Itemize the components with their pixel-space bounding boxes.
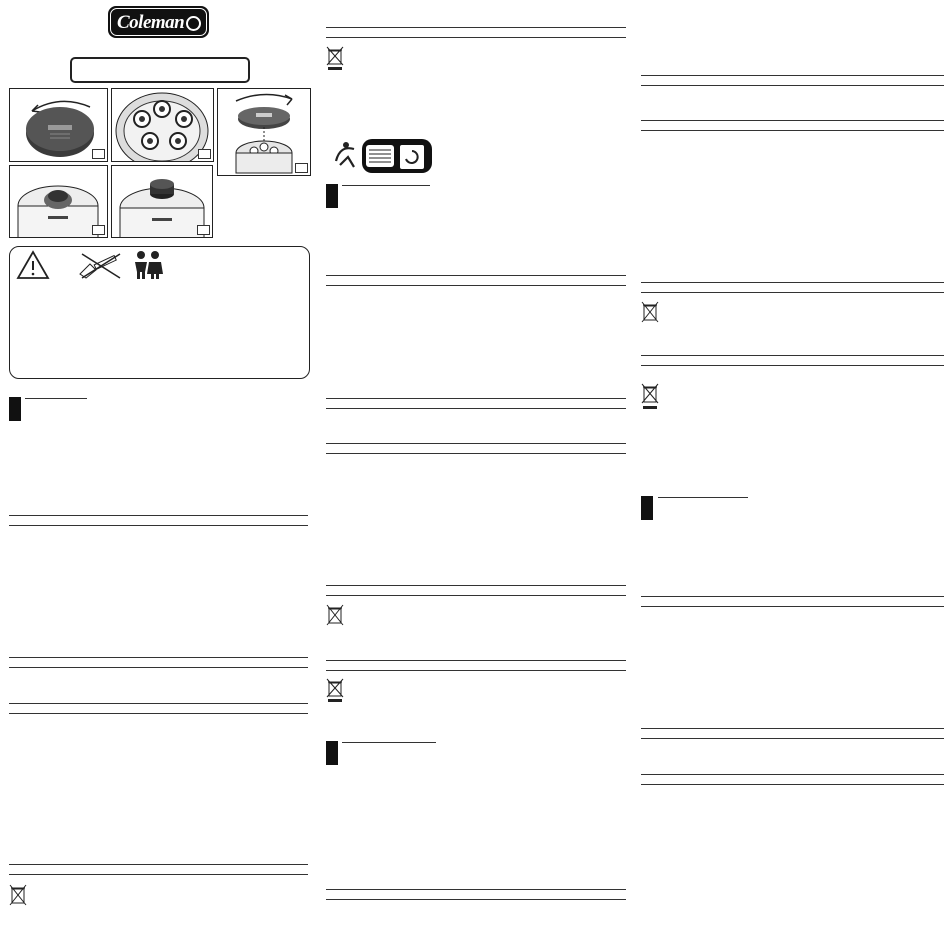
rule [641, 596, 944, 597]
rule [9, 874, 308, 875]
crossed-out-bin-icon [326, 677, 344, 703]
rule [326, 275, 626, 276]
crossed-out-bin-icon [9, 883, 27, 907]
section-marker [641, 496, 653, 520]
brand-logo [108, 6, 209, 38]
crossed-out-bin-icon [326, 603, 344, 627]
figure-number-box [92, 149, 105, 159]
crossed-out-bin-icon [326, 45, 344, 71]
rule [9, 703, 308, 704]
rule [641, 728, 944, 729]
children-icon [133, 250, 163, 280]
rule [326, 37, 626, 38]
crossed-out-bin-icon [641, 300, 659, 324]
rule [326, 27, 626, 28]
rule [326, 285, 626, 286]
section-marker [326, 184, 338, 208]
rule [641, 738, 944, 739]
figure-number-box [92, 225, 105, 235]
rule [641, 606, 944, 607]
rule [9, 525, 308, 526]
no-screwdriver-icon [76, 250, 124, 280]
rule [9, 657, 308, 658]
rule [326, 408, 626, 409]
rule [326, 398, 626, 399]
figure-number-box [295, 163, 308, 173]
figure-5 [111, 165, 213, 238]
rule [9, 667, 308, 668]
crossed-out-bin-icon [641, 382, 659, 410]
rule [326, 585, 626, 586]
rule [641, 120, 944, 121]
rule [326, 595, 626, 596]
rule [641, 784, 944, 785]
lantern-icon [186, 16, 201, 31]
rule [641, 355, 944, 356]
section-heading-rule [342, 185, 430, 186]
rule [326, 453, 626, 454]
section-heading-rule [25, 398, 87, 399]
rule [326, 889, 626, 890]
rule [326, 660, 626, 661]
rule [641, 85, 944, 86]
rule [641, 365, 944, 366]
warning-triangle-icon [16, 250, 50, 280]
rule [326, 899, 626, 900]
rule [641, 130, 944, 131]
rule [9, 515, 308, 516]
rule [326, 670, 626, 671]
figure-number-box [197, 225, 210, 235]
recycle-icon [328, 133, 434, 175]
section-heading-rule [658, 497, 748, 498]
rule [9, 713, 308, 714]
figure-2 [111, 88, 214, 162]
rule [9, 864, 308, 865]
section-heading-rule [342, 742, 436, 743]
rule [641, 75, 944, 76]
section-marker [326, 741, 338, 765]
brand-name: Coleman [117, 12, 185, 33]
section-marker [9, 397, 21, 421]
rule [326, 443, 626, 444]
figure-1 [9, 88, 108, 162]
title-box [70, 57, 250, 83]
rule [641, 282, 944, 283]
rule [641, 292, 944, 293]
rule [641, 774, 944, 775]
figure-4 [9, 165, 108, 238]
figure-number-box [198, 149, 211, 159]
figure-3 [217, 88, 311, 176]
